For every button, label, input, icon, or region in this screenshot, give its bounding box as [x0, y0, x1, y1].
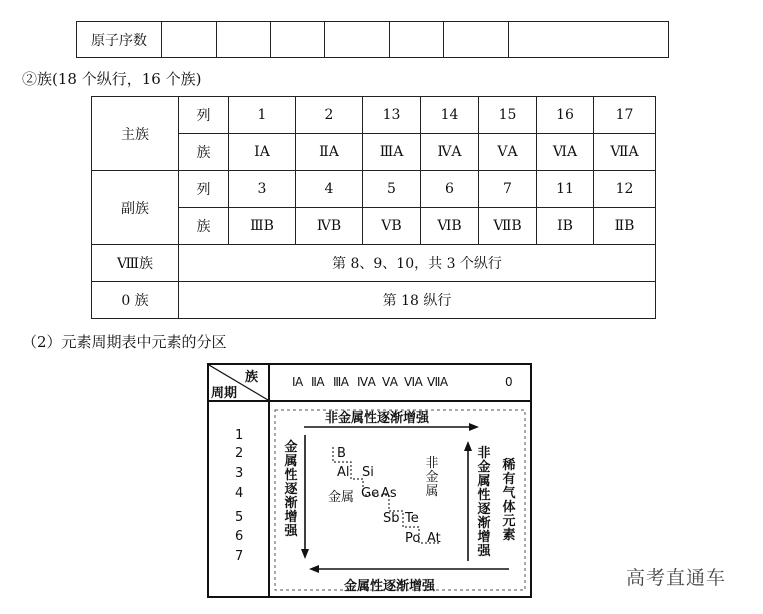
header-group: ⅡA	[311, 375, 325, 389]
group-name: ⅦB	[479, 208, 537, 245]
bottom-arrow-label: 金属性逐渐增强	[344, 579, 436, 594]
group-name: ⅦA	[594, 134, 656, 171]
group-name: ⅢA	[363, 134, 421, 171]
atomic-number-table	[76, 21, 669, 58]
group-name: ⅤA	[479, 134, 537, 171]
metal-label: 金属	[328, 490, 355, 505]
group-0-title: 0 族	[92, 282, 179, 319]
period-number: 4	[235, 486, 244, 501]
bottom-arrow-head	[309, 565, 319, 573]
element-symbol: At	[427, 531, 441, 546]
column-number: 12	[594, 171, 656, 208]
column-number: 3	[229, 171, 296, 208]
empty-cell	[271, 22, 325, 58]
period-number: 6	[235, 529, 244, 544]
element-symbol: Po	[405, 531, 421, 546]
group-name: ⅥA	[537, 134, 594, 171]
column-number: 17	[594, 97, 656, 134]
group-name: ⅠA	[229, 134, 296, 171]
group-name: ⅠB	[537, 208, 594, 245]
column-number: 14	[421, 97, 479, 134]
column-number: 15	[479, 97, 537, 134]
element-symbol: Ge	[361, 486, 380, 501]
periodic-zones-figure	[207, 363, 532, 598]
empty-cell	[325, 22, 390, 58]
column-number: 2	[296, 97, 363, 134]
empty-cell	[509, 22, 669, 58]
top-arrow-head	[469, 423, 479, 431]
left-arrow-head	[301, 549, 309, 559]
column-number: 11	[537, 171, 594, 208]
sub-group-title: 副族	[92, 171, 179, 245]
column-number: 16	[537, 97, 594, 134]
nonmetal-label: 非金属	[425, 456, 439, 499]
header-group: ⅥA	[404, 375, 423, 389]
right-vertical-label: 非金属性逐渐增强	[477, 446, 491, 559]
group-name: ⅡB	[594, 208, 656, 245]
group-name: ⅤB	[363, 208, 421, 245]
group-name: ⅡA	[296, 134, 363, 171]
header-group-zero: 0	[505, 375, 513, 389]
atomic-number-label: 原子序数	[77, 22, 162, 58]
element-symbol: B	[337, 446, 346, 461]
groups-heading: ②族(18 个纵行，16 个族)	[22, 70, 202, 88]
header-group: ⅣA	[357, 375, 376, 389]
column-number: 4	[296, 171, 363, 208]
empty-cell	[444, 22, 509, 58]
group-label: 族	[179, 134, 229, 171]
group-name: ⅥB	[421, 208, 479, 245]
watermark: 高考直通车	[626, 567, 727, 589]
period-number: 1	[235, 428, 244, 443]
period-number: 2	[235, 446, 244, 461]
element-symbol: Te	[405, 511, 419, 526]
element-symbol: As	[381, 486, 397, 501]
period-number: 7	[235, 549, 244, 564]
element-symbol: Si	[362, 465, 374, 480]
noble-gas-label: 稀有气体元素	[502, 458, 516, 543]
column-number: 7	[479, 171, 537, 208]
groups-table	[91, 96, 656, 319]
period-column-divider	[268, 365, 270, 596]
group-name: ⅣA	[421, 134, 479, 171]
header-group: ⅠA	[292, 375, 303, 389]
group-8-desc: 第 8、9、10，共 3 个纵行	[179, 245, 656, 282]
zones-heading: （2）元素周期表中元素的分区	[22, 333, 227, 351]
group-name: ⅣB	[296, 208, 363, 245]
column-number: 13	[363, 97, 421, 134]
column-number: 1	[229, 97, 296, 134]
header-divider	[209, 400, 530, 402]
column-label: 列	[179, 171, 229, 208]
top-arrow-label: 非金属性逐渐增强	[325, 411, 430, 426]
group-0-desc: 第 18 纵行	[179, 282, 656, 319]
element-symbol: Sb	[383, 511, 400, 526]
header-group: ⅢA	[333, 375, 349, 389]
header-group: ⅤA	[382, 375, 398, 389]
header-group: ⅦA	[427, 375, 448, 389]
corner-group-label: 族	[245, 370, 259, 385]
element-symbol: Al	[337, 465, 350, 480]
main-group-title: 主族	[92, 97, 179, 171]
column-number: 6	[421, 171, 479, 208]
empty-cell	[217, 22, 271, 58]
left-vertical-label: 金属性逐渐增强	[284, 440, 298, 539]
column-label: 列	[179, 97, 229, 134]
period-number: 3	[235, 466, 244, 481]
right-arrow-head	[464, 441, 472, 451]
empty-cell	[162, 22, 217, 58]
column-number: 5	[363, 171, 421, 208]
corner-period-label: 周期	[211, 386, 238, 401]
group-name: ⅢB	[229, 208, 296, 245]
empty-cell	[390, 22, 444, 58]
group-label: 族	[179, 208, 229, 245]
group-8-title: Ⅷ族	[92, 245, 179, 282]
period-number: 5	[235, 510, 244, 525]
